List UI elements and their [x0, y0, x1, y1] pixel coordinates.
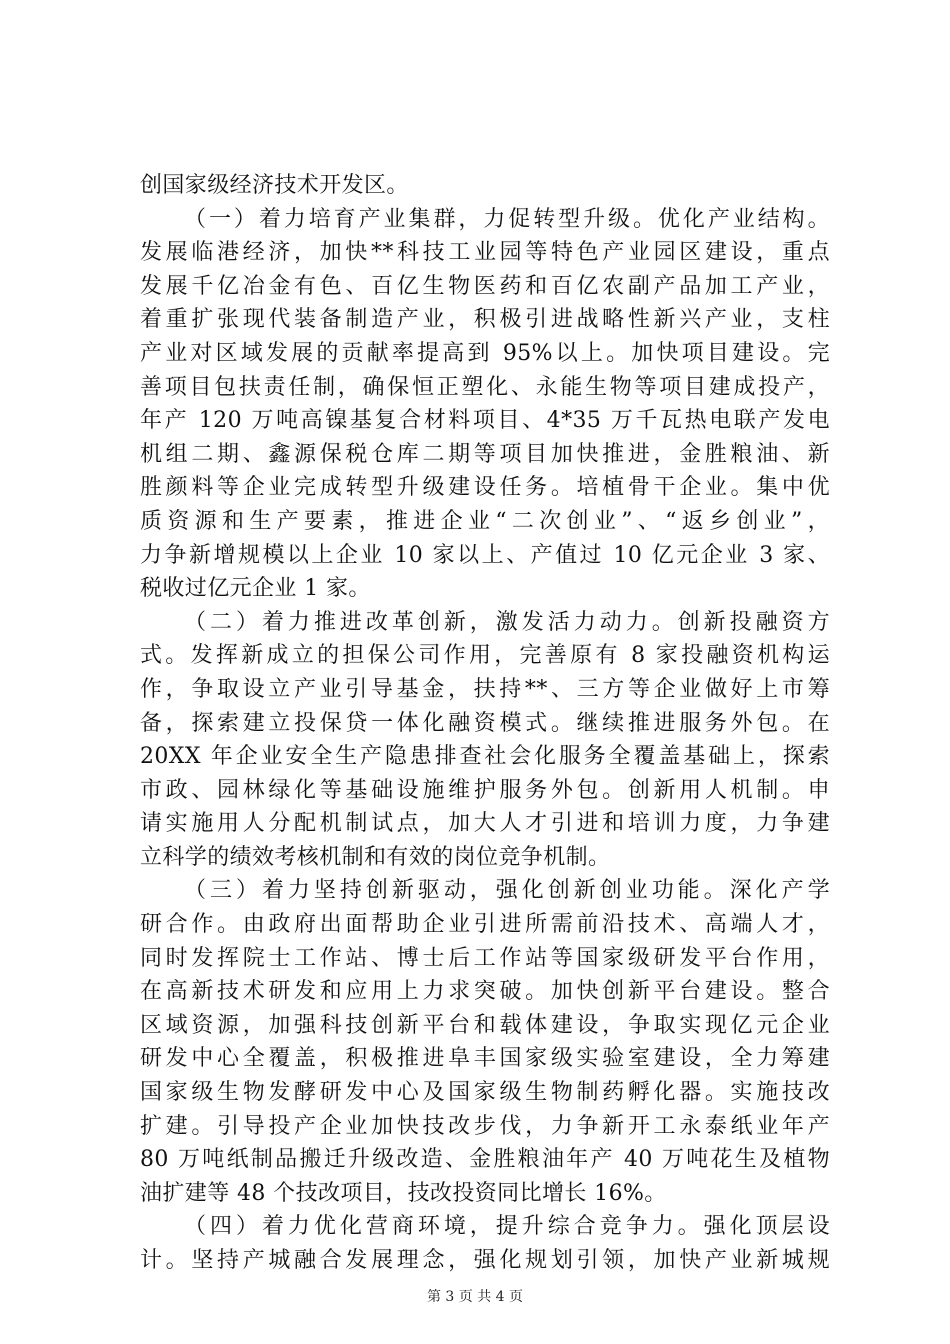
text-line: （三）着力坚持创新驱动，强化创新创业功能。深化产学 — [184, 878, 830, 904]
text-line: （二）着力推进改革创新，激发活力动力。创新投融资方 — [184, 609, 830, 635]
text-line: 机组二期、鑫源保税仓库二期等项目加快推进，金胜粮油、新 — [140, 441, 830, 467]
text-line: 胜颜料等企业完成转型升级建设任务。培植骨干企业。集中优 — [140, 475, 830, 501]
text-line: 扩建。引导投产企业加快技改步伐，力争新开工永泰纸业年产 — [140, 1113, 830, 1139]
text-line: 发展临港经济，加快**科技工业园等特色产业园区建设，重点 — [140, 240, 830, 266]
text-line: 年产 120 万吨高镍基复合材料项目、4*35 万千瓦热电联产发电 — [140, 408, 830, 434]
text-line: 质资源和生产要素，推进企业“二次创业”、“返乡创业”， — [140, 508, 830, 534]
text-line: 计。坚持产城融合发展理念，强化规划引领，加快产业新城规 — [140, 1248, 830, 1273]
text-line: 20XX 年企业安全生产隐患排查社会化服务全覆盖基础上，探索 — [140, 744, 830, 770]
text-line: 作，争取设立产业引导基金，扶持**、三方等企业做好上市筹 — [140, 676, 830, 702]
text-line: （四）着力优化营商环境，提升综合竞争力。强化顶层设 — [184, 1214, 830, 1240]
text-line: 税收过亿元企业 1 家。 — [140, 576, 371, 602]
text-line: 区域资源，加强科技创新平台和载体建设，争取实现亿元企业 — [140, 1012, 830, 1038]
text-line: 研合作。由政府出面帮助企业引进所需前沿技术、高端人才， — [140, 912, 830, 938]
text-line: 备，探索建立投保贷一体化融资模式。继续推进服务外包。在 — [140, 710, 830, 736]
text-line: （一）着力培育产业集群，力促转型升级。优化产业结构。 — [184, 206, 830, 232]
text-line: 立科学的绩效考核机制和有效的岗位竞争机制。 — [140, 844, 611, 870]
text-line: 着重扩张现代装备制造产业，积极引进战略性新兴产业，支柱 — [140, 307, 830, 333]
text-line: 国家级生物发酵研发中心及国家级生物制药孵化器。实施技改 — [140, 1080, 830, 1106]
text-line: 力争新增规模以上企业 10 家以上、产值过 10 亿元企业 3 家、 — [140, 542, 830, 568]
text-line: 油扩建等 48 个技改项目，技改投资同比增长 16%。 — [140, 1180, 667, 1206]
text-line: 发展千亿冶金有色、百亿生物医药和百亿农副产品加工产业， — [140, 273, 830, 299]
text-line: 在高新技术研发和应用上力求突破。加快创新平台建设。整合 — [140, 979, 830, 1005]
text-line: 式。发挥新成立的担保公司作用，完善原有 8 家投融资机构运 — [140, 643, 830, 669]
text-line: 80 万吨纸制品搬迁升级改造、金胜粮油年产 40 万吨花生及植物 — [140, 1147, 830, 1173]
text-line: 创国家级经济技术开发区。 — [140, 173, 409, 198]
text-line: 善项目包扶责任制，确保恒正塑化、永能生物等项目建成投产， — [140, 374, 830, 400]
document-body — [140, 169, 830, 1278]
text-line: 请实施用人分配机制试点，加大人才引进和培训力度，力争建 — [140, 811, 830, 837]
text-line: 同时发挥院士工作站、博士后工作站等国家级研发平台作用， — [140, 945, 830, 971]
text-line: 研发中心全覆盖，积极推进阜丰国家级实验室建设，全力筹建 — [140, 1046, 830, 1072]
text-line: 市政、园林绿化等基础设施维护服务外包。创新用人机制。申 — [140, 777, 830, 803]
text-line: 产业对区域发展的贡献率提高到 95%以上。加快项目建设。完 — [140, 340, 830, 366]
page-footer: 第 3 页 共 4 页 — [426, 1289, 524, 1305]
